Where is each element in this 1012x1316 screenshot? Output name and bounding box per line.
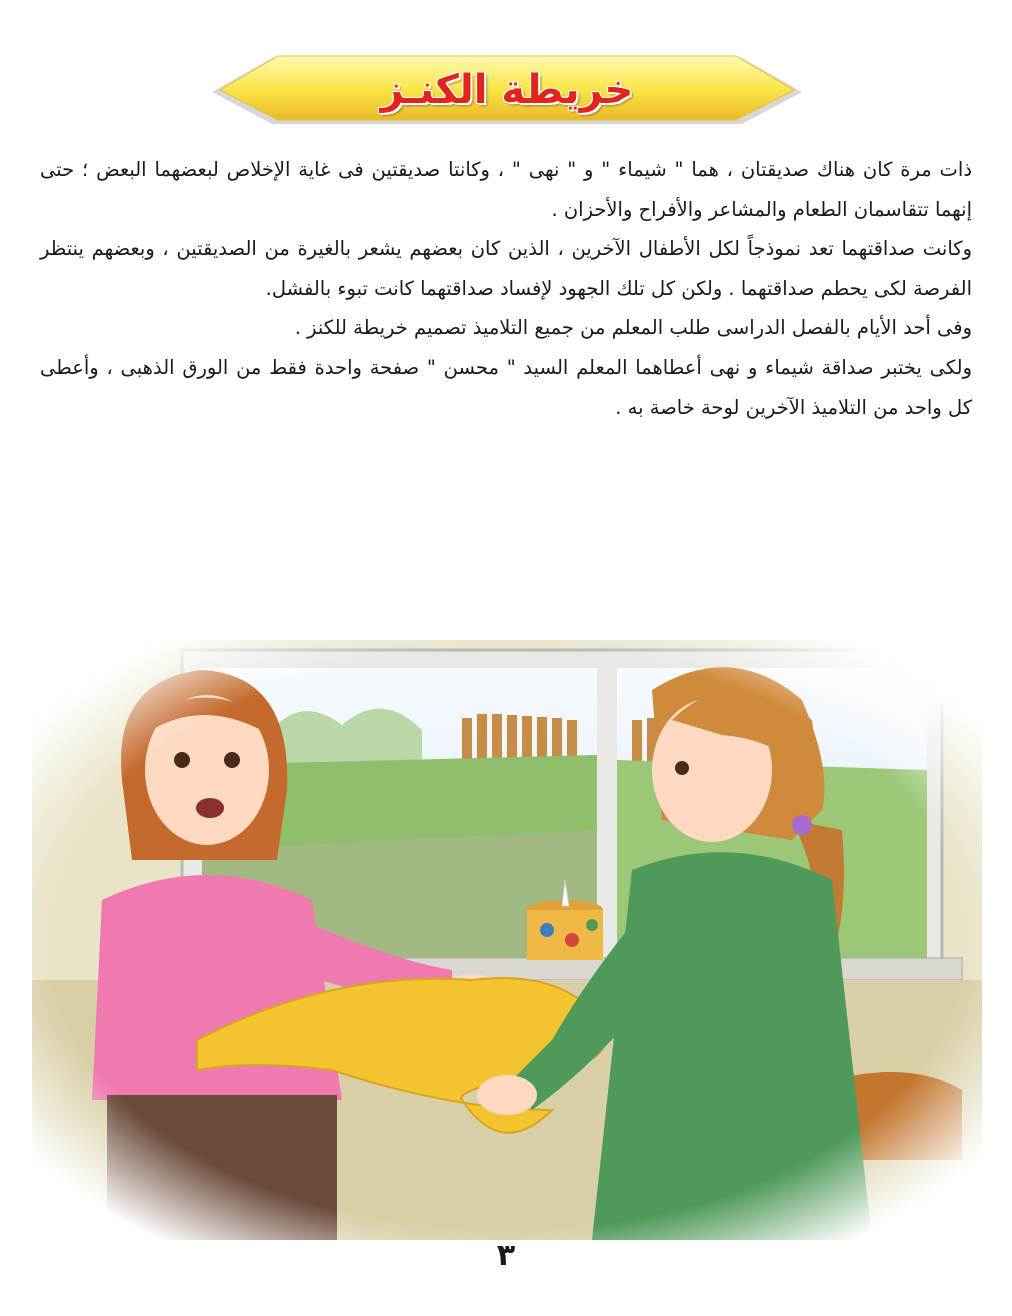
page-title: خريطة الكنـز — [380, 67, 634, 113]
story-text — [40, 150, 972, 427]
two-girls-holding-golden-paper-illustration — [32, 640, 982, 1240]
title-banner — [212, 52, 802, 128]
story-paragraph-2: وكانت صداقتهما تعد نموذجاً لكل الأطفال الآخرين ، الذين كان بعضهم يشعر بالغيرة من الصديقتين ، وبعضهم ينتظر الفرصة لكى يحطم صداقتهما . ولكن كل تلك الجهود لإفساد صداقتهما كانت تبوء بالفشل. — [40, 237, 972, 300]
story-paragraph-4: ولكى يختبر صداقة شيماء و نهى أعطاهما المعلم السيد " محسن " صفحة واحدة فقط من الورق الذهبى ، وأعطى كل واحد من التلاميذ الآخرين لوحة خاصة به . — [40, 355, 972, 419]
story-paragraph-3: وفى أحد الأيام بالفصل الدراسى طلب المعلم من جميع التلاميذ تصميم خريطة للكنز . — [294, 316, 972, 340]
story-paragraph-1: ذات مرة كان هناك صديقتان ، هما " شيماء " و " نهى " ، وكانتا صديقتين فى غاية الإخلاص لبعضهما البعض ؛ حتى إنهما تتقاسمان الطعام والمشاعر والأفراح والأحزان . — [40, 158, 972, 221]
story-illustration — [32, 640, 982, 1240]
page-number: ٣ — [496, 1238, 516, 1273]
